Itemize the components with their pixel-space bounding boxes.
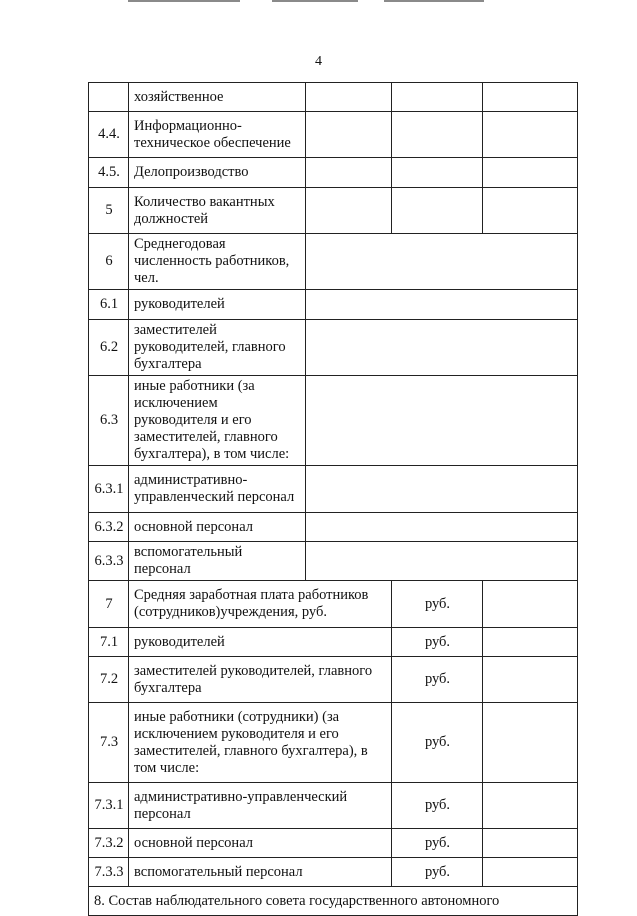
row-number: 6.3.3	[89, 542, 129, 581]
table-row	[89, 829, 578, 858]
value-cell	[306, 83, 392, 112]
value-cell	[483, 858, 578, 887]
row-label: иные работники (сотрудники) (за исключением руководителя и его заместителей, главного бухгалтера), в том числе:	[129, 703, 392, 783]
section-heading: 8. Состав наблюдательного совета государственного автономного	[89, 887, 578, 916]
table-row	[89, 83, 578, 112]
value-cell	[483, 158, 578, 188]
row-label: вспомогательный персонал	[129, 858, 392, 887]
unit-cell: руб.	[392, 703, 483, 783]
table-row	[89, 320, 578, 376]
row-label: основной персонал	[129, 829, 392, 858]
value-cell	[392, 83, 483, 112]
value-cell	[306, 290, 578, 320]
row-number: 6.3	[89, 376, 129, 466]
row-label: основной персонал	[129, 513, 306, 542]
row-label: хозяйственное	[129, 83, 306, 112]
value-cell	[306, 513, 578, 542]
table-row	[89, 234, 578, 290]
row-number: 7.3	[89, 703, 129, 783]
value-cell	[306, 320, 578, 376]
table-row	[89, 887, 578, 916]
unit-cell: руб.	[392, 581, 483, 628]
row-label: административно-управленческий персонал	[129, 466, 306, 513]
value-cell	[483, 188, 578, 234]
table-row	[89, 581, 578, 628]
row-number: 6.3.2	[89, 513, 129, 542]
unit-cell: руб.	[392, 858, 483, 887]
value-cell	[306, 112, 392, 158]
row-label: руководителей	[129, 290, 306, 320]
table-row	[89, 513, 578, 542]
row-label: Количество вакантных должностей	[129, 188, 306, 234]
table-row	[89, 783, 578, 829]
table-row	[89, 376, 578, 466]
row-number: 7.3.1	[89, 783, 129, 829]
row-number: 7.1	[89, 628, 129, 657]
indicators-table	[88, 82, 578, 916]
value-cell	[483, 581, 578, 628]
row-label: руководителей	[129, 628, 392, 657]
scan-edge-mark	[384, 0, 484, 2]
row-label: Средняя заработная плата работников (сотрудников)учреждения, руб.	[129, 581, 392, 628]
row-number	[89, 83, 129, 112]
value-cell	[392, 188, 483, 234]
value-cell	[306, 188, 392, 234]
unit-cell: руб.	[392, 829, 483, 858]
row-number: 7.3.3	[89, 858, 129, 887]
row-number: 4.5.	[89, 158, 129, 188]
row-label: заместителей руководителей, главного бухгалтера	[129, 657, 392, 703]
row-number: 6.3.1	[89, 466, 129, 513]
table-row	[89, 466, 578, 513]
page-number: 4	[315, 54, 322, 69]
row-number: 6.2	[89, 320, 129, 376]
value-cell	[392, 158, 483, 188]
scan-edge-mark	[128, 0, 240, 2]
table-row	[89, 112, 578, 158]
table-row	[89, 858, 578, 887]
row-number: 6	[89, 234, 129, 290]
row-label: вспомогательный персонал	[129, 542, 306, 581]
value-cell	[483, 628, 578, 657]
row-label: иные работники (за исключением руководителя и его заместителей, главного бухгалтера), в том числе:	[129, 376, 306, 466]
row-number: 7	[89, 581, 129, 628]
unit-cell: руб.	[392, 783, 483, 829]
table-row	[89, 703, 578, 783]
table-row	[89, 542, 578, 581]
unit-cell: руб.	[392, 657, 483, 703]
table-row	[89, 657, 578, 703]
value-cell	[483, 112, 578, 158]
value-cell	[483, 83, 578, 112]
value-cell	[306, 376, 578, 466]
value-cell	[306, 542, 578, 581]
row-number: 7.2	[89, 657, 129, 703]
value-cell	[483, 783, 578, 829]
value-cell	[483, 703, 578, 783]
value-cell	[306, 466, 578, 513]
scan-edge-mark	[272, 0, 358, 2]
value-cell	[306, 158, 392, 188]
row-number: 7.3.2	[89, 829, 129, 858]
row-label: заместителей руководителей, главного бухгалтера	[129, 320, 306, 376]
value-cell	[483, 829, 578, 858]
row-number: 4.4.	[89, 112, 129, 158]
table-row	[89, 188, 578, 234]
table-row	[89, 158, 578, 188]
table-row	[89, 290, 578, 320]
value-cell	[306, 234, 578, 290]
value-cell	[483, 657, 578, 703]
unit-cell: руб.	[392, 628, 483, 657]
row-label: Делопроизводство	[129, 158, 306, 188]
row-number: 5	[89, 188, 129, 234]
row-label: Информационно-техническое обеспечение	[129, 112, 306, 158]
row-label: административно-управленческий персонал	[129, 783, 392, 829]
row-label: Среднегодовая численность работников, чел.	[129, 234, 306, 290]
value-cell	[392, 112, 483, 158]
row-number: 6.1	[89, 290, 129, 320]
table-row	[89, 628, 578, 657]
